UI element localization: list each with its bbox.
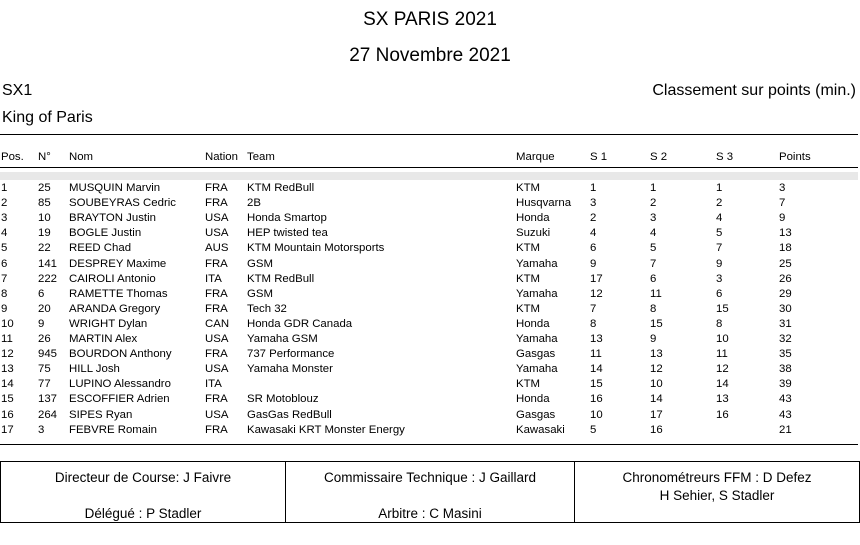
timekeepers-line2: H Sehier, S Stadler <box>659 488 775 503</box>
cell-team: GSM <box>247 257 273 270</box>
col-header-number: N° <box>38 151 51 163</box>
cell-team: GasGas RedBull <box>247 408 332 421</box>
cell-points: 26 <box>779 272 792 285</box>
technical-commissioner: Commissaire Technique : J Gaillard <box>323 470 537 485</box>
table-header <box>0 150 858 165</box>
cell-points: 35 <box>779 348 792 361</box>
cell-brand: Gasgas <box>516 348 556 361</box>
cell-name: ESCOFFIER Adrien <box>69 393 170 406</box>
cell-pos: 5 <box>1 242 8 255</box>
cell-s1: 16 <box>590 393 603 406</box>
cell-s2: 4 <box>650 227 657 240</box>
cell-s3: 14 <box>716 378 729 391</box>
table-row <box>0 408 858 423</box>
cell-brand: Husqvarna <box>516 197 572 210</box>
table-row <box>0 181 858 196</box>
cell-points: 3 <box>779 182 786 194</box>
table-row <box>0 287 858 302</box>
cell-s2: 7 <box>650 257 657 270</box>
cell-s1: 15 <box>590 378 603 391</box>
footer-cell-technical <box>286 462 574 522</box>
cell-team: 2B <box>247 197 261 210</box>
cell-points: 7 <box>779 197 786 210</box>
cell-name: REED Chad <box>69 242 132 255</box>
table-row <box>0 332 858 347</box>
table-row <box>0 392 858 407</box>
table-spacer-band <box>0 172 858 180</box>
cell-number: 141 <box>38 257 58 270</box>
cell-team: KTM RedBull <box>247 272 315 285</box>
cell-s2: 17 <box>650 408 663 421</box>
referee: Arbitre : C Masini <box>378 506 482 521</box>
cell-points: 31 <box>779 317 792 330</box>
cell-nation: USA <box>205 227 229 240</box>
col-header-pos: Pos. <box>1 151 24 163</box>
officials-footer <box>0 461 860 523</box>
table-row <box>0 241 858 256</box>
cell-pos: 10 <box>1 317 14 330</box>
cell-s2: 6 <box>650 272 657 285</box>
cell-pos: 17 <box>1 423 14 436</box>
cell-s1: 1 <box>590 182 597 194</box>
cell-name: ARANDA Gregory <box>69 302 161 315</box>
cell-team: Honda GDR Canada <box>247 317 353 330</box>
cell-s2: 15 <box>650 317 663 330</box>
cell-nation: USA <box>205 408 229 421</box>
cell-team: 737 Performance <box>247 348 335 361</box>
cell-s3: 8 <box>716 317 723 330</box>
cell-number: 85 <box>38 197 51 210</box>
col-header-name: Nom <box>69 151 94 163</box>
table-row <box>0 362 858 377</box>
cell-team: SR Motoblouz <box>247 393 319 406</box>
table-row <box>0 317 858 332</box>
footer-cell-timekeepers <box>575 462 859 522</box>
cell-points: 30 <box>779 302 792 315</box>
cell-nation: USA <box>205 363 229 376</box>
cell-s1: 9 <box>590 257 597 270</box>
cell-name: RAMETTE Thomas <box>69 287 168 300</box>
col-header-s2: S 2 <box>650 151 668 163</box>
cell-team: Kawasaki KRT Monster Energy <box>247 423 405 436</box>
col-header-team: Team <box>247 151 275 163</box>
cell-brand: Yamaha <box>516 333 558 345</box>
cell-points: 9 <box>779 212 786 225</box>
cell-s2: 14 <box>650 393 663 406</box>
table-row <box>0 196 858 211</box>
cell-points: 21 <box>779 423 792 436</box>
cell-name: MARTIN Alex <box>69 333 138 345</box>
cell-pos: 13 <box>1 363 14 376</box>
cell-s3: 13 <box>716 393 729 406</box>
event-name: King of Paris <box>2 109 93 126</box>
cell-name: SOUBEYRAS Cedric <box>69 197 176 210</box>
cell-points: 39 <box>779 378 792 391</box>
table-bottom-rule <box>0 444 858 445</box>
cell-name: WRIGHT Dylan <box>69 317 148 330</box>
header-rule <box>0 134 858 135</box>
cell-brand: Honda <box>516 393 550 406</box>
cell-pos: 3 <box>1 212 8 225</box>
cell-s2: 8 <box>650 302 657 315</box>
cell-name: BOURDON Anthony <box>69 348 172 361</box>
cell-points: 43 <box>779 393 792 406</box>
cell-name: BRAYTON Justin <box>69 212 156 225</box>
cell-points: 29 <box>779 287 792 300</box>
cell-s1: 10 <box>590 408 603 421</box>
cell-number: 19 <box>38 227 51 240</box>
cell-name: BOGLE Justin <box>69 227 142 240</box>
cell-name: FEBVRE Romain <box>69 423 157 436</box>
cell-nation: ITA <box>205 272 222 285</box>
cell-team: KTM Mountain Motorsports <box>247 242 385 255</box>
cell-team: HEP twisted tea <box>247 227 328 240</box>
cell-brand: Kawasaki <box>516 423 565 436</box>
cell-s1: 4 <box>590 227 597 240</box>
cell-s1: 14 <box>590 363 603 376</box>
cell-s1: 7 <box>590 302 597 315</box>
cell-nation: USA <box>205 212 229 225</box>
cell-points: 43 <box>779 408 792 421</box>
cell-nation: FRA <box>205 348 228 361</box>
cell-s3: 6 <box>716 287 723 300</box>
cell-nation: FRA <box>205 393 228 406</box>
cell-pos: 15 <box>1 393 14 406</box>
cell-s1: 5 <box>590 423 597 436</box>
cell-number: 9 <box>38 317 45 330</box>
cell-s3: 11 <box>716 348 728 361</box>
cell-points: 38 <box>779 363 792 376</box>
cell-brand: KTM <box>516 182 541 194</box>
cell-brand: Honda <box>516 317 550 330</box>
col-header-points: Points <box>779 151 811 163</box>
cell-pos: 9 <box>1 302 8 315</box>
cell-name: DESPREY Maxime <box>69 257 167 270</box>
cell-s3: 10 <box>716 333 729 345</box>
cell-s1: 11 <box>590 348 602 361</box>
cell-pos: 4 <box>1 227 8 240</box>
cell-nation: AUS <box>205 242 229 255</box>
table-row <box>0 226 858 241</box>
cell-s3: 1 <box>716 182 723 194</box>
cell-team: KTM RedBull <box>247 182 315 194</box>
cell-team: Tech 32 <box>247 302 287 315</box>
cell-number: 10 <box>38 212 51 225</box>
table-header-rule <box>0 167 858 168</box>
cell-nation: FRA <box>205 197 228 210</box>
cell-points: 13 <box>779 227 792 240</box>
col-header-nation: Nation <box>205 151 238 163</box>
cell-s3: 15 <box>716 302 729 315</box>
cell-s1: 17 <box>590 272 603 285</box>
cell-team: Honda Smartop <box>247 212 327 225</box>
cell-pos: 8 <box>1 287 8 300</box>
cell-brand: KTM <box>516 272 541 285</box>
cell-number: 3 <box>38 423 45 436</box>
cell-s3: 3 <box>716 272 723 285</box>
cell-brand: Suzuki <box>516 227 551 240</box>
cell-s1: 8 <box>590 317 597 330</box>
cell-s2: 11 <box>650 287 662 300</box>
page-title: SX PARIS 2021 <box>363 9 497 30</box>
cell-brand: Yamaha <box>516 363 558 376</box>
cell-number: 137 <box>38 393 58 406</box>
cell-s3: 16 <box>716 408 729 421</box>
col-header-s3: S 3 <box>716 151 734 163</box>
cell-number: 77 <box>38 378 51 391</box>
cell-s2: 2 <box>650 197 657 210</box>
cell-nation: FRA <box>205 423 228 436</box>
cell-name: LUPINO Alessandro <box>69 378 171 391</box>
cell-points: 25 <box>779 257 792 270</box>
cell-nation: CAN <box>205 317 230 330</box>
table-row <box>0 257 858 272</box>
cell-s2: 3 <box>650 212 657 225</box>
cell-s1: 12 <box>590 287 603 300</box>
cell-team: Yamaha GSM <box>247 333 318 345</box>
col-header-s1: S 1 <box>590 151 608 163</box>
cell-brand: KTM <box>516 302 541 315</box>
col-header-brand: Marque <box>516 151 555 163</box>
cell-brand: Honda <box>516 212 550 225</box>
cell-pos: 2 <box>1 197 8 210</box>
event-date: 27 Novembre 2021 <box>349 45 511 66</box>
cell-number: 25 <box>38 182 51 194</box>
cell-name: MUSQUIN Marvin <box>69 182 161 194</box>
table-row <box>0 211 858 226</box>
class-label: SX1 <box>2 82 33 99</box>
cell-s3: 9 <box>716 257 723 270</box>
cell-s1: 13 <box>590 333 603 345</box>
cell-s2: 1 <box>650 182 657 194</box>
cell-s1: 6 <box>590 242 597 255</box>
cell-pos: 1 <box>1 182 8 194</box>
cell-number: 6 <box>38 287 45 300</box>
cell-points: 18 <box>779 242 792 255</box>
cell-brand: Yamaha <box>516 287 558 300</box>
cell-pos: 12 <box>1 348 14 361</box>
table-row <box>0 347 858 362</box>
cell-s3: 12 <box>716 363 729 376</box>
cell-number: 22 <box>38 242 51 255</box>
cell-s2: 13 <box>650 348 663 361</box>
cell-pos: 7 <box>1 272 8 285</box>
cell-s3: 2 <box>716 197 723 210</box>
cell-nation: FRA <box>205 302 228 315</box>
cell-nation: FRA <box>205 182 228 194</box>
timekeepers-line1: Chronométreurs FFM : D Defez <box>622 470 812 485</box>
cell-number: 264 <box>38 408 58 421</box>
cell-number: 26 <box>38 333 51 345</box>
cell-s3: 5 <box>716 227 723 240</box>
table-row <box>0 272 858 287</box>
cell-nation: FRA <box>205 257 228 270</box>
cell-brand: KTM <box>516 378 541 391</box>
cell-nation: ITA <box>205 378 222 391</box>
cell-number: 945 <box>38 348 58 361</box>
cell-s3: 7 <box>716 242 723 255</box>
classification-label: Classement sur points (min.) <box>652 82 856 99</box>
table-row <box>0 423 858 438</box>
cell-s1: 3 <box>590 197 597 210</box>
cell-number: 20 <box>38 302 51 315</box>
cell-brand: Yamaha <box>516 257 558 270</box>
delegate: Délégué : P Stadler <box>84 506 202 521</box>
cell-brand: Gasgas <box>516 408 556 421</box>
cell-name: SIPES Ryan <box>69 408 133 421</box>
cell-s2: 10 <box>650 378 663 391</box>
cell-s2: 5 <box>650 242 657 255</box>
cell-points: 32 <box>779 333 792 345</box>
race-director: Directeur de Course: J Faivre <box>54 470 232 485</box>
cell-s1: 2 <box>590 212 597 225</box>
cell-team: Yamaha Monster <box>247 363 333 376</box>
cell-name: CAIROLI Antonio <box>69 272 156 285</box>
cell-s2: 12 <box>650 363 663 376</box>
cell-name: HILL Josh <box>69 363 120 376</box>
table-row <box>0 302 858 317</box>
cell-pos: 14 <box>1 378 14 391</box>
footer-cell-director <box>1 462 285 522</box>
cell-team: GSM <box>247 287 273 300</box>
cell-nation: USA <box>205 333 229 345</box>
cell-s3: 4 <box>716 212 723 225</box>
cell-pos: 11 <box>1 333 13 345</box>
cell-nation: FRA <box>205 287 228 300</box>
cell-pos: 6 <box>1 257 8 270</box>
table-row <box>0 377 858 392</box>
cell-s2: 9 <box>650 333 657 345</box>
cell-number: 75 <box>38 363 51 376</box>
cell-pos: 16 <box>1 408 14 421</box>
cell-brand: KTM <box>516 242 541 255</box>
cell-number: 222 <box>38 272 58 285</box>
cell-s2: 16 <box>650 423 663 436</box>
